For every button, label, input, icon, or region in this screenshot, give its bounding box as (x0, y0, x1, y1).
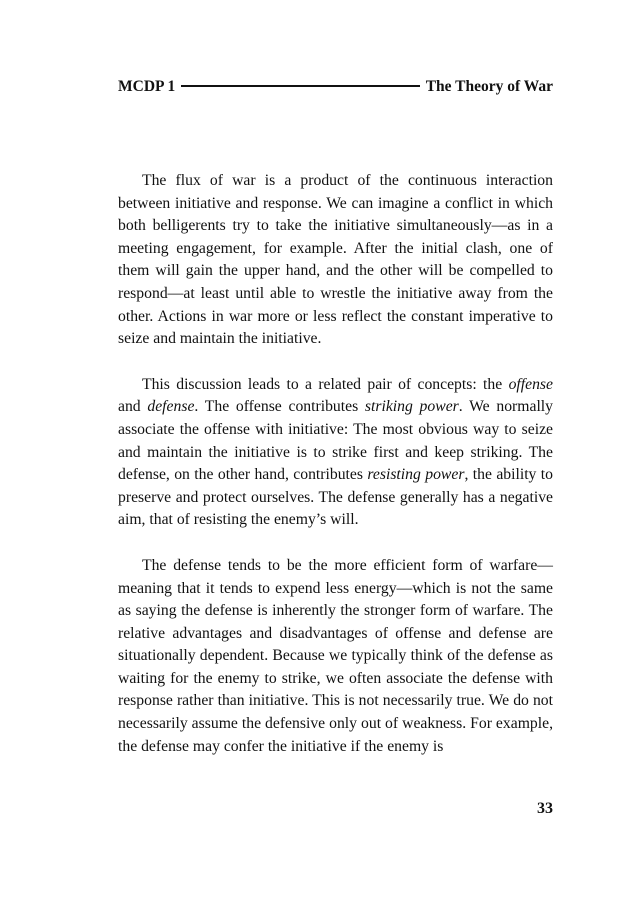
term-resisting-power: resisting power (367, 466, 465, 484)
paragraph-efficiency (118, 555, 553, 758)
paragraph-offense-defense (118, 374, 553, 532)
term-striking-power: striking power (364, 398, 459, 416)
paragraph-text: The flux of war is a product of the continuous interaction between initiative and response. We can imagine a conflict in which both belligerents try to take the initiative simultaneously—as in a meeting engagement, for example. After the initial clash, one of them will gain the upper hand, and the other will be compelled to respond—at least until able to wrestle the initiative away from the other. Actions in war more or less reflect the constant imperative to seize and maintain the initiative. (118, 172, 553, 348)
header-series-label: MCDP 1 (118, 78, 176, 95)
body-text (118, 170, 553, 781)
text-run: , the ability to preserve and protect ourselves. The defense generally has a negative aim, that of resisting the enemy’s will. (118, 466, 553, 529)
text-run: and (118, 398, 148, 416)
term-offense: offense (508, 375, 553, 393)
text-run: This discussion leads to a related pair of concepts: the (142, 375, 509, 393)
term-defense: defense (147, 398, 195, 416)
header-rule (181, 85, 419, 87)
paragraph-text: The defense tends to be the more efficient form of warfare—meaning that it tends to expend less energy—which is not the same as saying the defense is inherently the stronger form of warfare. The relative advantages and disadvantages of offense and defense are situationally dependent. Because we typically think of the defense as waiting for the enemy to strike, we often associate the defense with response rather than initiative. This is not necessarily true. We do not necessarily assume the defensive only out of weakness. For example, the defense may confer the initiative if the enemy is (118, 556, 553, 755)
paragraph-initiative (118, 170, 553, 351)
header-chapter-title: The Theory of War (425, 78, 553, 95)
text-run: . The offense contributes (194, 398, 365, 416)
page-number: 33 (537, 800, 553, 817)
text-run: . We normally associate the offense with initiative: The most obvious way to seize and maintain the initiative is to strike first and keep striking. The defense, on the other hand, contributes (118, 398, 553, 484)
running-header (118, 77, 553, 97)
